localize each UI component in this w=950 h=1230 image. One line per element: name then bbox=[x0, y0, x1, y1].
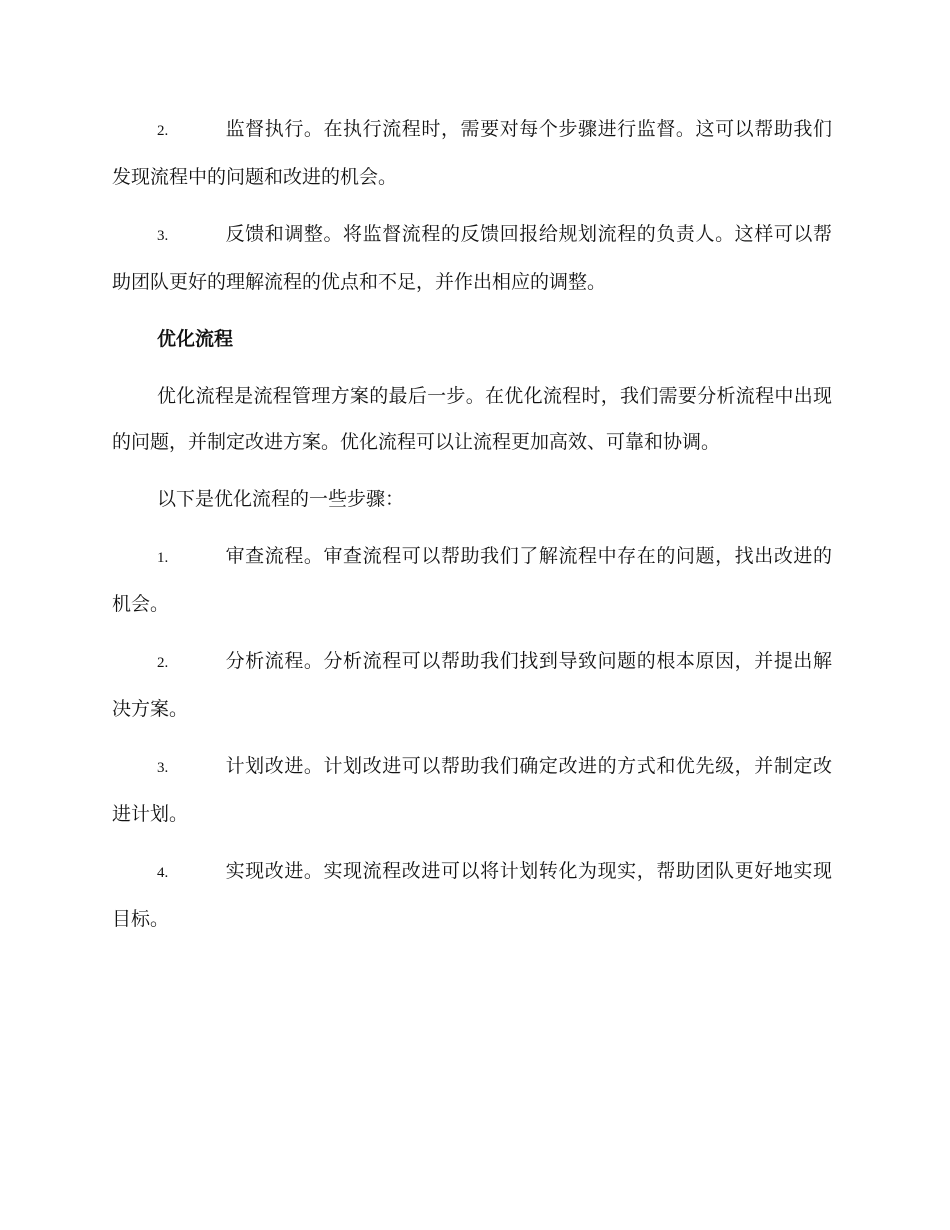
list-text: 分析流程。分析流程可以帮助我们找到导致问题的根本原因，并提出解决方案。 bbox=[112, 650, 832, 720]
steps-intro: 以下是优化流程的一些步骤： bbox=[157, 488, 405, 510]
list-item bbox=[112, 106, 832, 200]
list-number: 3. bbox=[157, 228, 169, 244]
list-number: 2. bbox=[157, 655, 169, 671]
list-number: 3. bbox=[157, 760, 169, 776]
section-paragraph: 优化流程是流程管理方案的最后一步。在优化流程时，我们需要分析流程中出现的问题，并制定改进方案。优化流程可以让流程更加高效、可靠和协调。 bbox=[112, 385, 832, 453]
section-heading: 优化流程 bbox=[157, 328, 234, 350]
list-item bbox=[112, 211, 832, 305]
list-number: 4. bbox=[157, 865, 169, 881]
list-text: 监督执行。在执行流程时，需要对每个步骤进行监督。这可以帮助我们发现流程中的问题和改进的机会。 bbox=[112, 118, 832, 188]
list-number: 1. bbox=[157, 550, 169, 566]
list-text: 计划改进。计划改进可以帮助我们确定改进的方式和优先级，并制定改进计划。 bbox=[112, 755, 832, 825]
list-text: 审查流程。审查流程可以帮助我们了解流程中存在的问题，找出改进的机会。 bbox=[112, 545, 832, 615]
list-number: 2. bbox=[157, 123, 169, 139]
list-item bbox=[112, 638, 832, 732]
list-item bbox=[112, 533, 832, 627]
list-text: 反馈和调整。将监督流程的反馈回报给规划流程的负责人。这样可以帮助团队更好的理解流程的优点和不足，并作出相应的调整。 bbox=[112, 223, 832, 293]
document-body bbox=[112, 106, 832, 953]
list-item bbox=[112, 743, 832, 837]
list-item bbox=[112, 848, 832, 942]
list-text: 实现改进。实现流程改进可以将计划转化为现实，帮助团队更好地实现目标。 bbox=[112, 860, 832, 930]
